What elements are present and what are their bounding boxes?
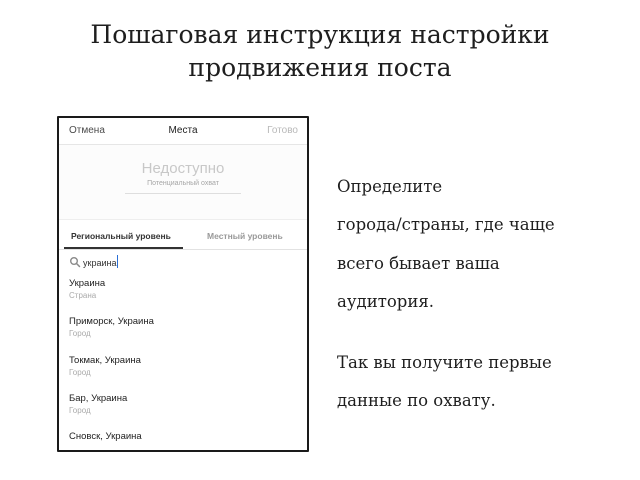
list-item-name: Украина bbox=[69, 278, 106, 289]
list-item-name: Сновск, Украина bbox=[69, 431, 142, 442]
list-item-type: Город bbox=[69, 329, 91, 338]
list-item-name: Токмак, Украина bbox=[69, 355, 141, 366]
done-button[interactable]: Готово bbox=[267, 125, 298, 136]
paragraph-line: города/страны, где чаще bbox=[337, 215, 555, 235]
list-item-type: Город bbox=[69, 368, 91, 377]
paragraph-line: Так вы получите первые bbox=[337, 353, 552, 373]
tab-local-level[interactable]: Местный уровень bbox=[207, 231, 283, 241]
list-item-name: Бар, Украина bbox=[69, 393, 128, 404]
search-input[interactable] bbox=[83, 256, 203, 269]
list-item-type: Город bbox=[69, 406, 91, 415]
list-item[interactable] bbox=[69, 431, 299, 443]
tab-regional-level[interactable]: Региональный уровень bbox=[71, 231, 171, 241]
text-cursor bbox=[117, 255, 118, 268]
instruction-paragraph-2 bbox=[337, 344, 627, 420]
paragraph-line: данные по охвату. bbox=[337, 391, 496, 411]
nav-title: Места bbox=[168, 125, 198, 136]
paragraph-line: всего бывает ваша bbox=[337, 253, 500, 273]
slide-title-line-2: продвижения поста bbox=[188, 53, 452, 82]
list-item[interactable] bbox=[69, 355, 299, 378]
paragraph-line: аудитория. bbox=[337, 291, 434, 311]
slide-title-line-1: Пошаговая инструкция настройки bbox=[90, 20, 550, 49]
instruction-text bbox=[337, 168, 627, 420]
list-item[interactable] bbox=[69, 316, 299, 339]
list-item-type: Страна bbox=[69, 291, 97, 300]
reach-label: Потенциальный охват bbox=[147, 180, 219, 187]
instruction-paragraph-1 bbox=[337, 168, 627, 321]
search-icon bbox=[69, 256, 81, 268]
list-item[interactable] bbox=[69, 393, 299, 416]
list-item-name: Приморск, Украина bbox=[69, 316, 154, 327]
nav-bar bbox=[59, 118, 307, 145]
slide-title bbox=[0, 18, 640, 84]
reach-divider bbox=[125, 193, 241, 194]
phone-screenshot bbox=[57, 116, 309, 452]
paragraph-line: Определите bbox=[337, 177, 443, 196]
level-tabs bbox=[59, 220, 307, 250]
active-tab-indicator bbox=[64, 247, 183, 249]
reach-value: Недоступно bbox=[141, 160, 225, 177]
cancel-button[interactable]: Отмена bbox=[69, 125, 105, 136]
potential-reach-panel bbox=[59, 145, 307, 220]
list-item[interactable] bbox=[69, 278, 299, 301]
search-bar bbox=[59, 251, 307, 273]
